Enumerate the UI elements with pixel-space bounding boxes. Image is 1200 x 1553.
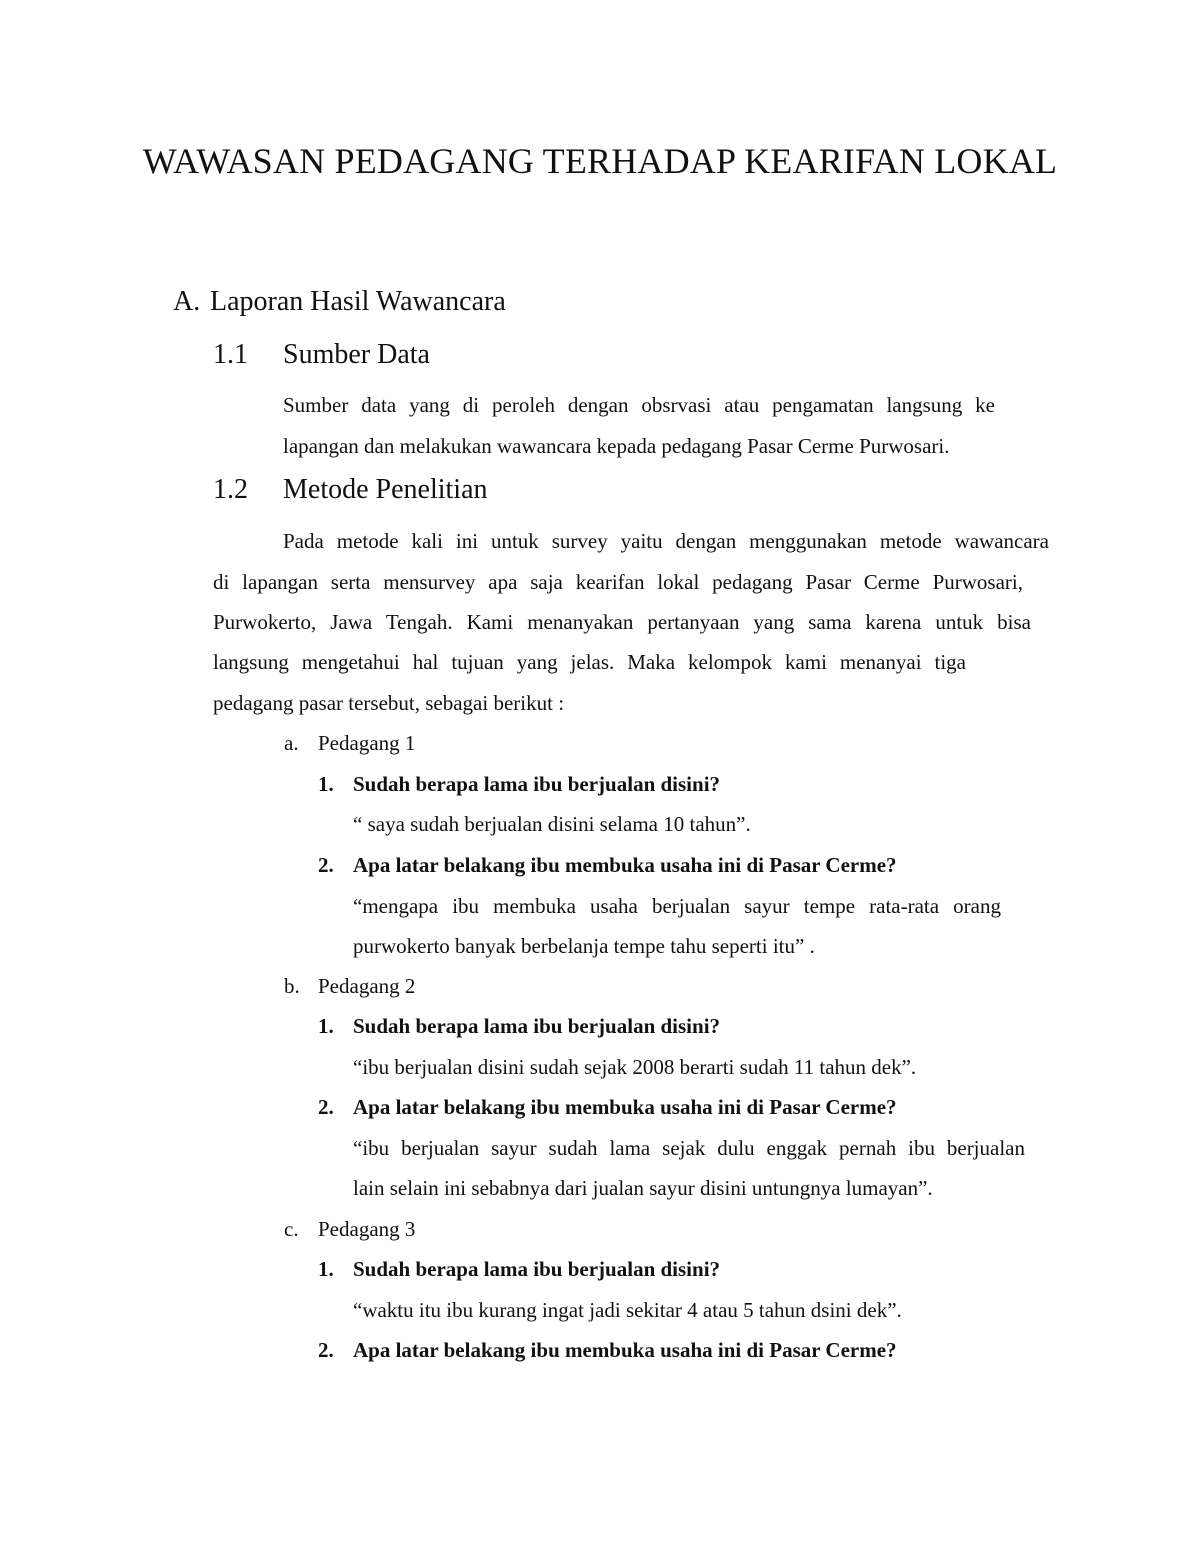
trader-a-marker: a. [284,731,299,755]
subsection-1-2-number: 1.2 [213,474,248,505]
document-title: WAWASAN PEDAGANG TERHADAP KEARIFAN LOKAL [142,141,1058,181]
trader-a-label: Pedagang 1 [318,731,416,755]
metode-line-2: di lapangan serta mensurvey apa saja kearifan lokal pedagang Pasar Cerme Purwosari, [213,570,1023,594]
metode-line-4: langsung mengetahui hal tujuan yang jelas. Maka kelompok kami menanyai tiga [213,650,966,674]
trader-b-q2-number: 2. [318,1095,334,1119]
trader-a-q1-question: Sudah berapa lama ibu berjualan disini? [353,772,721,796]
trader-c-q1-number: 1. [318,1257,334,1281]
trader-c-q2-question: Apa latar belakang ibu membuka usaha ini di Pasar Cerme? [353,1338,897,1362]
trader-a-q2-question: Apa latar belakang ibu membuka usaha ini di Pasar Cerme? [353,853,897,877]
trader-a-q2-number: 2. [318,853,334,877]
trader-a-q1-number: 1. [318,772,334,796]
trader-c-marker: c. [284,1217,299,1241]
trader-b-q1-number: 1. [318,1014,334,1038]
section-a-heading: Laporan Hasil Wawancara [210,286,506,317]
metode-line-5: pedagang pasar tersebut, sebagai berikut : [213,691,565,715]
subsection-1-1-number: 1.1 [213,339,248,370]
trader-b-q1-question: Sudah berapa lama ibu berjualan disini? [353,1014,721,1038]
trader-c-q1-answer-line-1: “waktu itu ibu kurang ingat jadi sekitar 4 atau 5 tahun dsini dek”. [353,1298,902,1322]
sumber-data-line-1: Sumber data yang di peroleh dengan obsrvasi atau pengamatan langsung ke [283,393,995,417]
trader-a-q2-answer-line-2: purwokerto banyak berbelanja tempe tahu seperti itu” . [353,934,815,958]
trader-a-q2-answer-line-1: “mengapa ibu membuka usaha berjualan sayur tempe rata-rata orang [353,894,1001,918]
trader-b-q2-answer-line-2: lain selain ini sebabnya dari jualan sayur disini untungnya lumayan”. [353,1176,933,1200]
trader-c-label: Pedagang 3 [318,1217,416,1241]
trader-b-marker: b. [284,974,300,998]
trader-c-q2-number: 2. [318,1338,334,1362]
trader-b-q2-question: Apa latar belakang ibu membuka usaha ini di Pasar Cerme? [353,1095,897,1119]
metode-line-1: Pada metode kali ini untuk survey yaitu dengan menggunakan metode wawancara [283,529,1049,553]
trader-c-q1-question: Sudah berapa lama ibu berjualan disini? [353,1257,721,1281]
trader-b-q2-answer-line-1: “ibu berjualan sayur sudah lama sejak dulu enggak pernah ibu berjualan [353,1136,1025,1160]
section-a-marker: A. [173,286,201,317]
trader-b-q1-answer-line-1: “ibu berjualan disini sudah sejak 2008 berarti sudah 11 tahun dek”. [353,1055,917,1079]
sumber-data-line-2: lapangan dan melakukan wawancara kepada pedagang Pasar Cerme Purwosari. [283,434,950,458]
subsection-1-2-heading: Metode Penelitian [283,474,488,505]
metode-line-3: Purwokerto, Jawa Tengah. Kami menanyakan pertanyaan yang sama karena untuk bisa [213,610,1031,634]
trader-a-q1-answer-line-1: “ saya sudah berjualan disini selama 10 tahun”. [353,812,751,836]
subsection-1-1-heading: Sumber Data [283,339,430,370]
trader-b-label: Pedagang 2 [318,974,416,998]
